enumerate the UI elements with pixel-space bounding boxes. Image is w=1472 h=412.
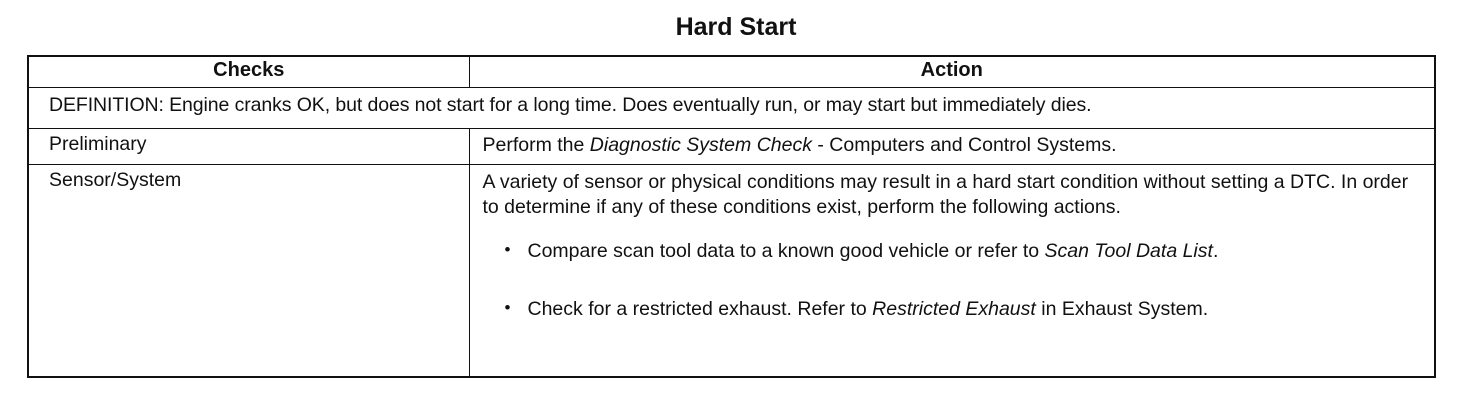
page-title: Hard Start [675, 13, 797, 41]
check-preliminary: Preliminary [28, 129, 469, 165]
restricted-exhaust-link[interactable]: Restricted Exhaust [872, 298, 1036, 320]
diagnostic-table [27, 55, 1436, 378]
action-text: Perform the [482, 134, 590, 156]
bullet-icon: • [504, 298, 511, 317]
table-row [28, 165, 1435, 378]
action-bullet-list [483, 240, 1425, 321]
bullet-text: . [1212, 240, 1219, 262]
list-item [483, 298, 1425, 321]
definition-row [28, 88, 1435, 129]
definition-text: DEFINITION: Engine cranks OK, but does not start for a long time. Does eventually run, or may start but immediately dies. [28, 88, 1435, 129]
bullet-text: Compare scan tool data to a known good vehicle or refer to [527, 240, 1045, 262]
table-row [28, 129, 1435, 165]
list-item [483, 240, 1425, 263]
action-sensor-system [469, 165, 1435, 378]
action-description: A variety of sensor or physical conditions may result in a hard start condition without setting a DTC. In order to determine if any of these conditions exist, perform the following actions. [482, 171, 1409, 218]
action-column-header: Action [469, 56, 1435, 88]
checks-column-header: Checks [28, 56, 469, 88]
scan-tool-data-list-link[interactable]: Scan Tool Data List [1044, 240, 1213, 262]
check-sensor-system: Sensor/System [28, 165, 469, 378]
action-text: - Computers and Control Systems. [811, 134, 1117, 156]
bullet-icon: • [504, 240, 511, 259]
header-row [28, 56, 1435, 88]
action-preliminary [469, 129, 1435, 165]
diagnostic-system-check-link[interactable]: Diagnostic System Check [589, 134, 812, 156]
bullet-text: Check for a restricted exhaust. Refer to [527, 298, 873, 320]
bullet-text: in Exhaust System. [1035, 298, 1209, 320]
